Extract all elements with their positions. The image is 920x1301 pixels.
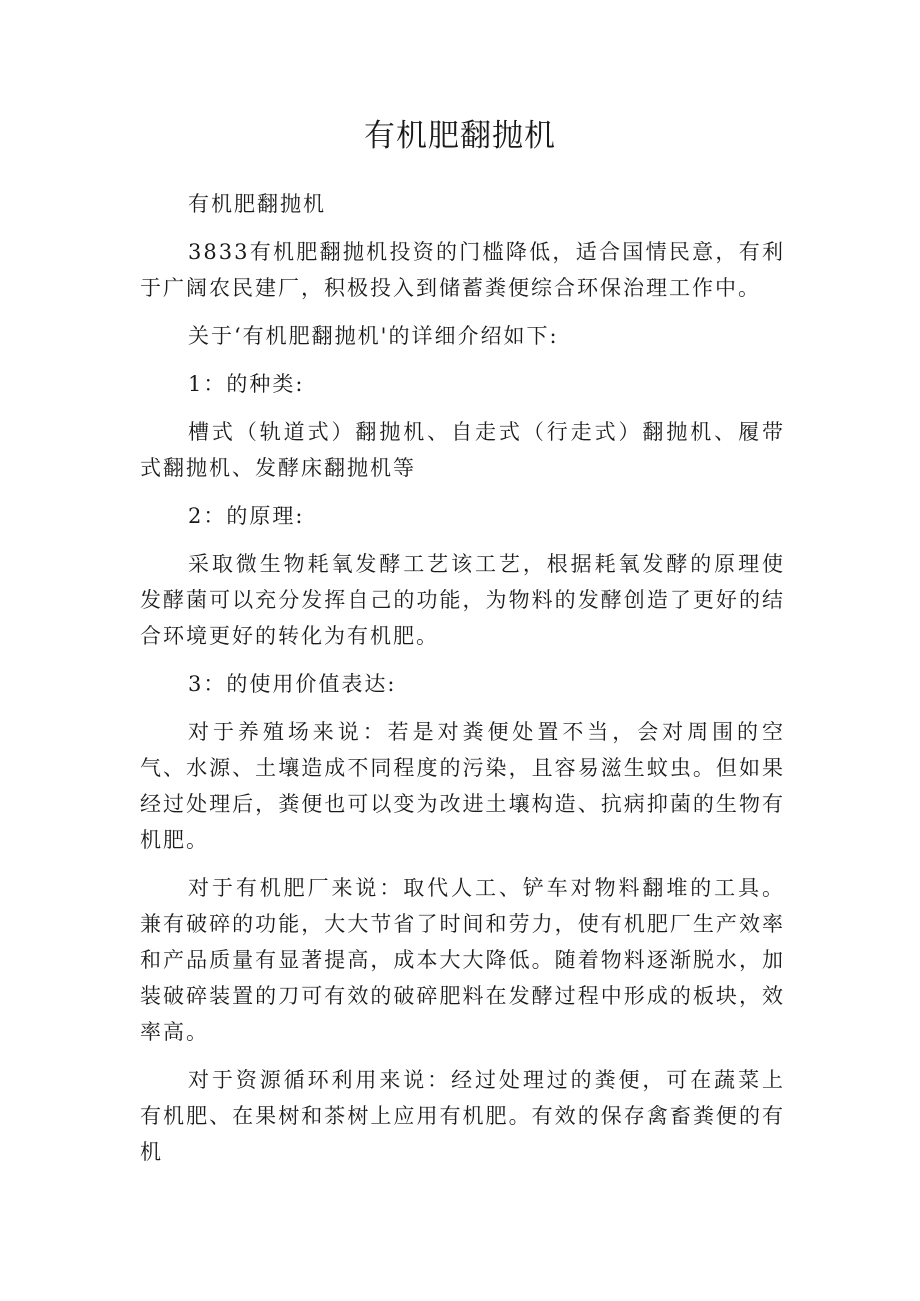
document-body bbox=[140, 186, 785, 1182]
paragraph-subtitle: 有机肥翻抛机 bbox=[188, 192, 326, 216]
paragraph-types: 槽式（轨道式）翻抛机、自走式（行走式）翻抛机、履带式翻抛机、发酵床翻抛机等 bbox=[140, 420, 785, 480]
document-title: 有机肥翻抛机 bbox=[364, 118, 556, 154]
section-heading-principle: 2：的原理: bbox=[188, 504, 305, 528]
paragraph-intro: 3833有机肥翻抛机投资的门槛降低，适合国情民意，有利于广阔农民建厂，积极投入到储蓄粪便综合环保治理工作中。 bbox=[140, 240, 785, 300]
section-heading-value: 3：的使用价值表达: bbox=[188, 672, 397, 696]
paragraph-recycling: 对于资源循环利用来说：经过处理过的粪便，可在蔬菜上有机肥、在果树和茶树上应用有机肥。有效的保存禽畜粪便的有机 bbox=[140, 1068, 785, 1164]
section-heading-types: 1：的种类: bbox=[188, 372, 305, 396]
paragraph-farm: 对于养殖场来说：若是对粪便处置不当，会对周围的空气、水源、土壤造成不同程度的污染，且容易滋生蚊虫。但如果经过处理后，粪便也可以变为改进土壤构造、抗病抑菌的生物有机肥。 bbox=[140, 720, 785, 852]
paragraph-details-heading: 关于‘有机肥翻抛机'的详细介绍如下: bbox=[188, 324, 559, 348]
paragraph-fertilizer-plant: 对于有机肥厂来说：取代人工、铲车对物料翻堆的工具。兼有破碎的功能，大大节省了时间和劳力，使有机肥厂生产效率和产品质量有显著提高，成本大大降低。随着物料逐渐脱水，加装破碎装置的刀可有效的破碎肥料在发酵过程中形成的板块，效率高。 bbox=[140, 876, 785, 1044]
paragraph-principle: 采取微生物耗氧发酵工艺该工艺，根据耗氧发酵的原理使发酵菌可以充分发挥自己的功能，为物料的发酵创造了更好的结合环境更好的转化为有机肥。 bbox=[140, 552, 785, 648]
